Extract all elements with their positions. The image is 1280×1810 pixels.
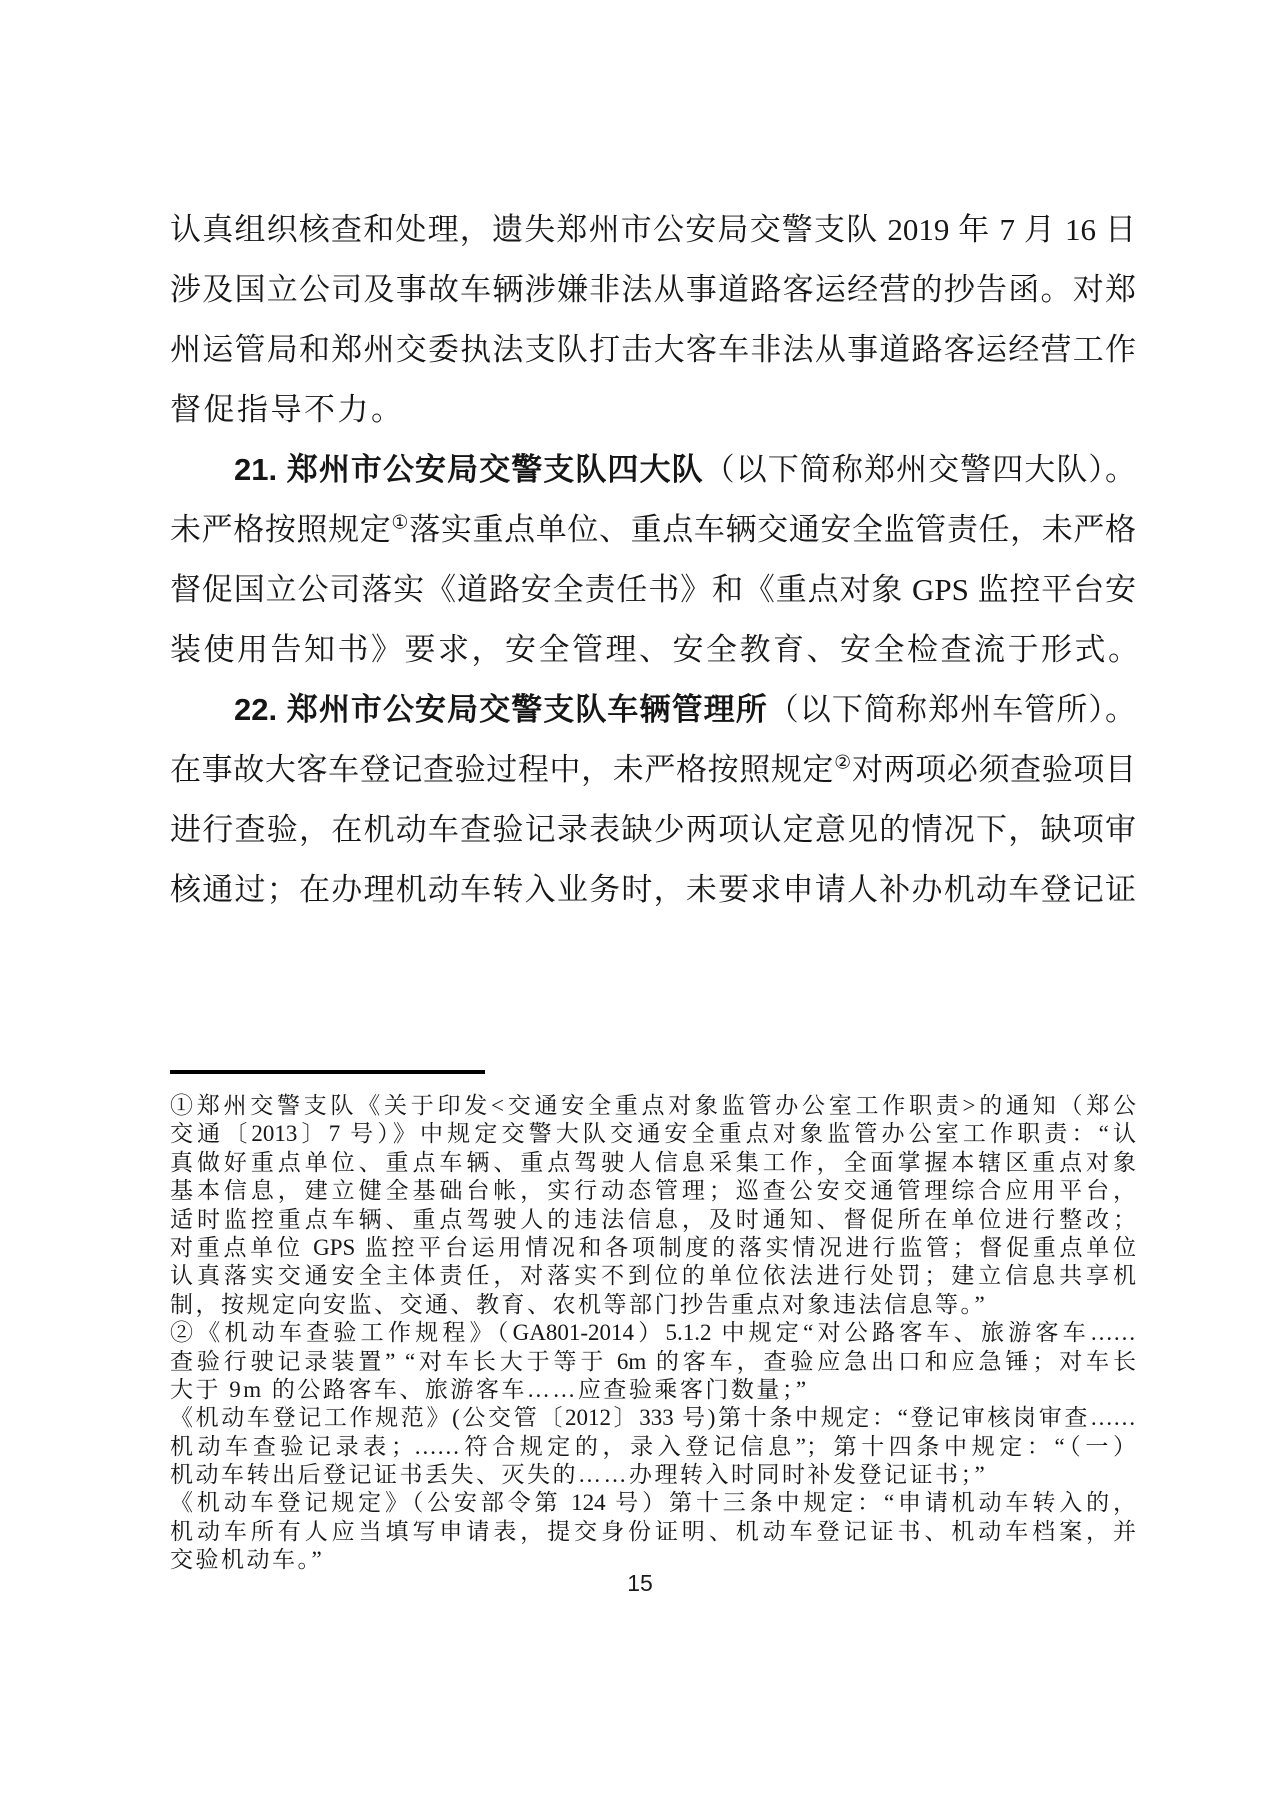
text-segment: 未严格按照规定: [170, 512, 392, 547]
text-segment: 交验机动车。”: [170, 1547, 325, 1573]
body-text: [170, 200, 1142, 920]
text-line: [170, 620, 1142, 680]
text-segment: 22. 郑州市公安局交警支队车辆管理所: [234, 692, 768, 727]
text-line: [170, 1461, 1136, 1489]
text-segment: 查验行驶记录装置” “对车长大于等于 6m 的客车，查验应急出口和应急锤；对车长: [170, 1348, 1136, 1374]
text-segment: 《机动车登记规定》（公安部令第 124 号）第十三条中规定：“申请机动车转入的，: [170, 1490, 1136, 1516]
text-segment: 基本信息，建立健全基础台帐，实行动态管理；巡查公安交通管理综合应用平台，: [170, 1178, 1136, 1204]
text-line: [170, 200, 1136, 260]
text-line: [170, 1404, 1136, 1432]
text-segment: 州运管局和郑州交委执法支队打击大客车非法从事道路客运经营工作: [170, 332, 1136, 367]
text-line: [170, 1262, 1136, 1290]
text-segment: 机动车查验记录表；……符合规定的，录入登记信息”；第十四条中规定：“（一）: [170, 1433, 1136, 1459]
footnote-reference-mark: ①: [391, 512, 410, 534]
text-segment: （以下简称郑州车管所）。: [767, 692, 1136, 727]
text-segment: 认真组织核查和处理，遗失郑州市公安局交警支队 2019 年 7 月 16 日: [170, 212, 1136, 247]
text-segment: 进行查验，在机动车查验记录表缺少两项认定意见的情况下，缺项审: [170, 812, 1136, 847]
text-segment: 制，按规定向安监、交通、教育、农机等部门抄告重点对象违法信息等。”: [170, 1291, 988, 1317]
text-segment: 在事故大客车登记查验过程中，未严格按照规定: [170, 752, 835, 787]
text-line: [170, 500, 1136, 560]
text-segment: 核通过；在办理机动车转入业务时，未要求申请人补办机动车登记证: [170, 872, 1136, 907]
text-line: [170, 800, 1136, 860]
text-segment: 机动车所有人应当填写申请表，提交身份证明、机动车登记证书、机动车档案，并: [170, 1518, 1136, 1544]
footnote-separator: [170, 1070, 485, 1074]
text-line: [170, 320, 1136, 380]
text-segment: 对重点单位 GPS 监控平台运用情况和各项制度的落实情况进行监管；督促重点单位: [170, 1234, 1136, 1260]
text-line: [170, 860, 1136, 920]
footnotes: [170, 1092, 1136, 1575]
text-line: [170, 440, 1136, 500]
text-segment: 交通〔2013〕7 号）》中规定交警大队交通安全重点对象监管办公室工作职责：“认: [170, 1121, 1136, 1147]
text-line: [170, 1433, 1136, 1461]
text-segment: 21. 郑州市公安局交警支队四大队: [234, 452, 704, 487]
text-line: [170, 1092, 1136, 1120]
text-line: [170, 1120, 1136, 1148]
text-line: [170, 1489, 1136, 1517]
text-line: [170, 1149, 1136, 1177]
text-line: [170, 1291, 1136, 1319]
text-segment: 机动车转出后登记证书丢失、灭失的……办理转入时同时补发登记证书；”: [170, 1462, 988, 1488]
text-line: [170, 680, 1136, 740]
text-segment: 认真落实交通安全主体责任，对落实不到位的单位依法进行处罚；建立信息共享机: [170, 1263, 1136, 1289]
text-segment: 对两项必须查验项目: [852, 752, 1137, 787]
text-line: [170, 1177, 1136, 1205]
text-segment: 督促指导不力。: [170, 392, 405, 427]
text-line: [170, 740, 1136, 800]
text-line: [170, 1376, 1136, 1404]
text-line: [170, 1206, 1136, 1234]
text-segment: 落实重点单位、重点车辆交通安全监管责任，未严格: [409, 512, 1137, 547]
text-line: [170, 1518, 1136, 1546]
text-segment: 大于 9m 的公路客车、旅游客车……应查验乘客门数量；”: [170, 1376, 809, 1402]
footnote-reference-mark: ②: [834, 752, 852, 774]
text-segment: 督促国立公司落实《道路安全责任书》和《重点对象 GPS 监控平台安: [170, 572, 1136, 607]
text-line: [170, 260, 1136, 320]
text-segment: ②《机动车查验工作规程》（GA801-2014）5.1.2 中规定“对公路客车、旅游客车……: [170, 1320, 1136, 1346]
text-line: [170, 380, 1136, 440]
text-line: [170, 1348, 1136, 1376]
text-segment: （以下简称郑州交警四大队）。: [703, 452, 1136, 487]
text-segment: 装使用告知书》要求，安全管理、安全教育、安全检查流于形式。: [170, 632, 1142, 667]
text-line: [170, 1234, 1136, 1262]
text-segment: 真做好重点单位、重点车辆、重点驾驶人信息采集工作，全面掌握本辖区重点对象: [170, 1149, 1136, 1175]
text-line: [170, 560, 1136, 620]
text-segment: 适时监控重点车辆、重点驾驶人的违法信息，及时通知、督促所在单位进行整改；: [170, 1206, 1136, 1232]
text-segment: 《机动车登记工作规范》(公交管〔2012〕333 号)第十条中规定：“登记审核岗审查……: [170, 1405, 1136, 1431]
text-segment: ①郑州交警支队《关于印发<交通安全重点对象监管办公室工作职责>的通知（郑公: [170, 1093, 1136, 1118]
page-number: 15: [627, 1570, 653, 1596]
text-segment: 涉及国立公司及事故车辆涉嫌非法从事道路客运经营的抄告函。对郑: [170, 272, 1136, 307]
text-line: [170, 1319, 1136, 1347]
